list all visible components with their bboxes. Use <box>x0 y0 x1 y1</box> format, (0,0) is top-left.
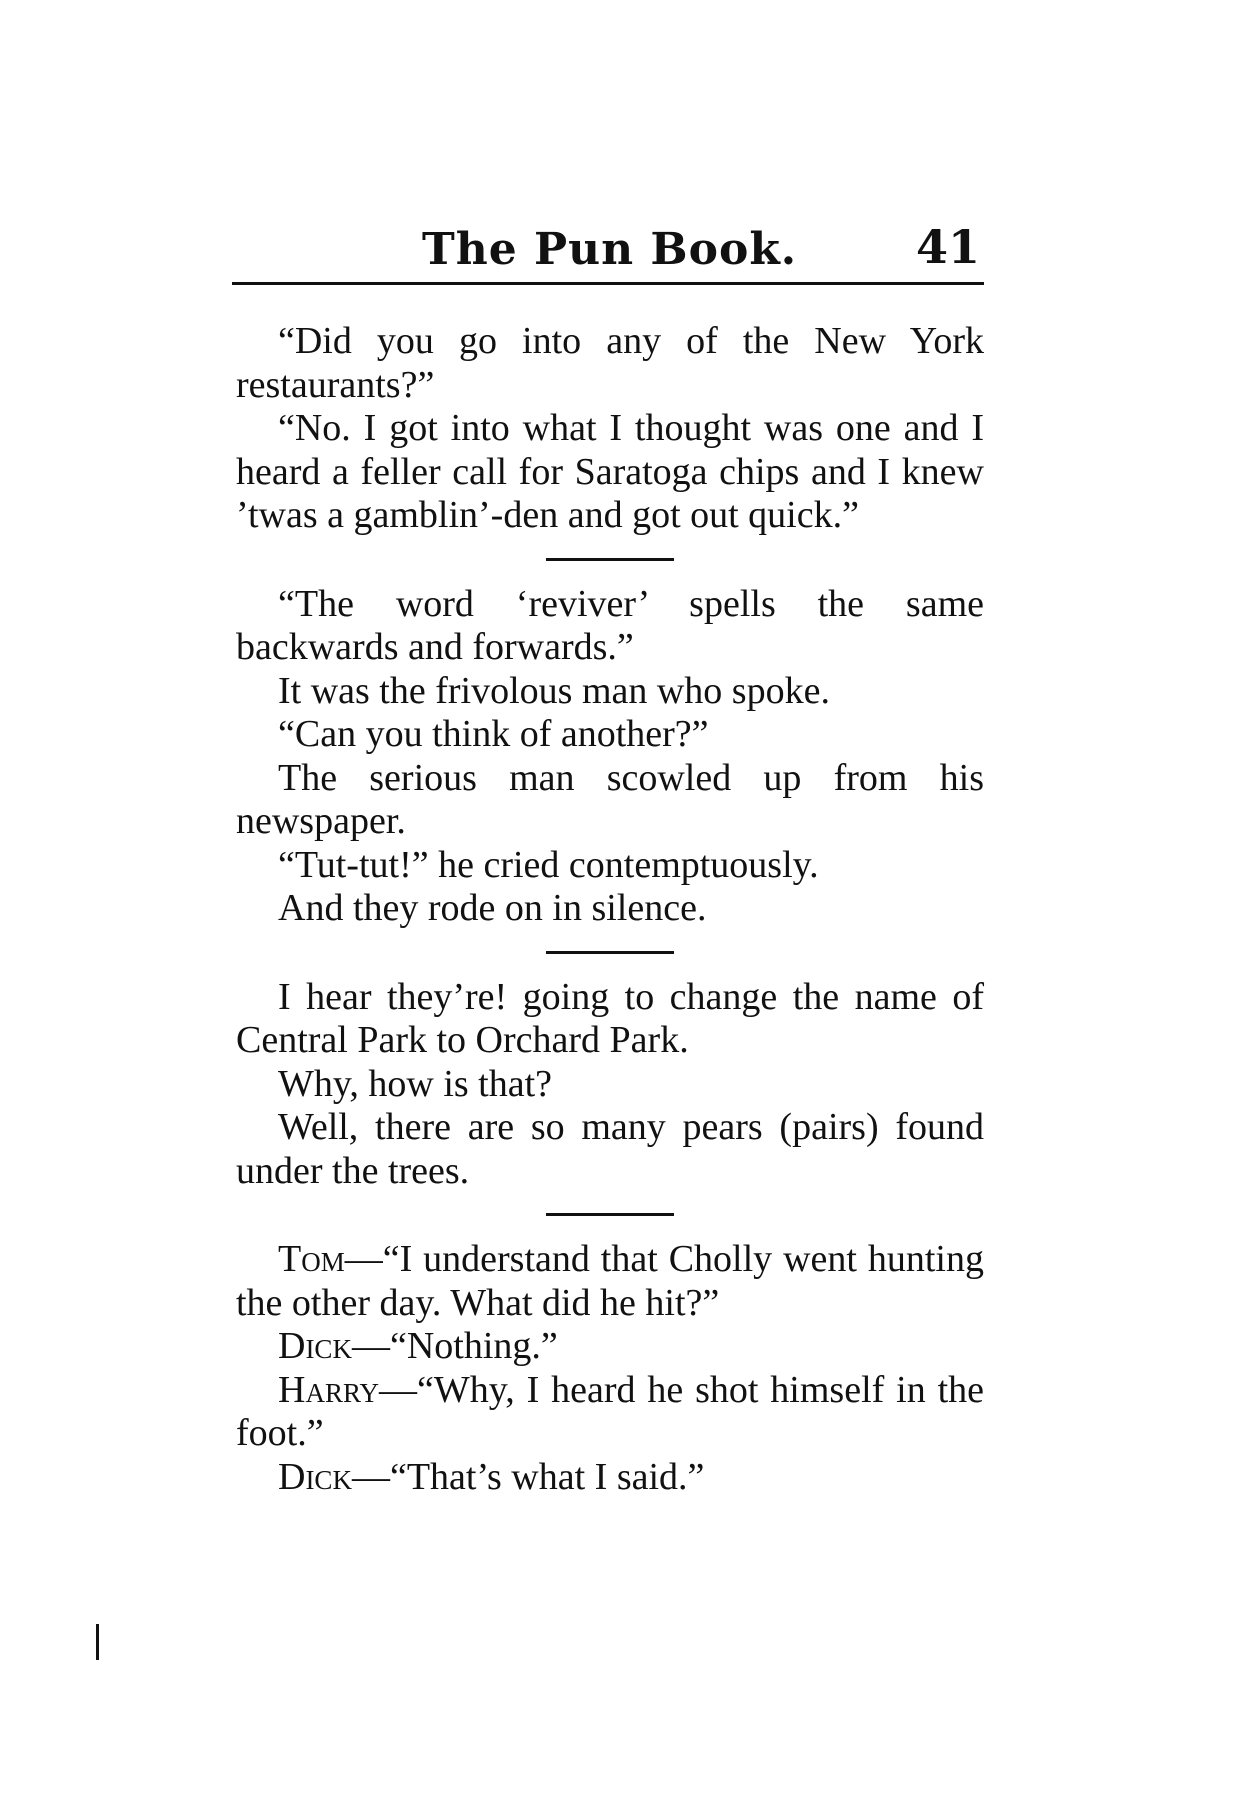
joke-orchard-park <box>236 976 984 1194</box>
paragraph: “Can you think of another?” <box>278 713 709 755</box>
dialogue-text: —“Nothing.” <box>351 1325 558 1367</box>
dialogue-line <box>236 1369 984 1456</box>
joke-reviver <box>236 583 984 931</box>
paragraph: The serious man scowled up from his newspaper. <box>236 756 984 842</box>
dialogue-text: —“Why, I heard he shot himself in the foot.” <box>236 1368 984 1454</box>
joke-restaurants <box>236 320 984 538</box>
paragraph: It was the frivolous man who spoke. <box>278 669 830 712</box>
dialogue-line <box>236 1456 984 1500</box>
paragraph: “Did you go into any of the New York restaurants?” <box>236 320 984 406</box>
section-divider <box>546 1213 674 1216</box>
page-body <box>236 320 984 1499</box>
dialogue-line <box>236 1325 984 1369</box>
paragraph: I hear they’re! going to change the name of Central Park to Orchard Park. <box>236 975 984 1061</box>
paragraph: “The word ‘reviver’ spells the same backwards and forwards.” <box>236 582 984 668</box>
page-number: 41 <box>915 220 980 274</box>
running-title: The Pun Book. <box>422 224 798 275</box>
section-divider <box>546 951 674 954</box>
dialogue-line <box>236 1238 984 1325</box>
joke-hunting <box>236 1238 984 1499</box>
paragraph: “No. I got into what I thought was one and I heard a feller call for Saratoga chips and I knew ’twas a gamblin’-den and got out quick.” <box>236 407 984 536</box>
margin-mark <box>96 1624 99 1660</box>
paragraph: Well, there are so many pears (pairs) found under the trees. <box>236 1106 984 1192</box>
dialogue-text: —“That’s what I said.” <box>351 1455 705 1498</box>
section-divider <box>546 558 674 561</box>
paragraph: And they rode on in silence. <box>278 887 707 929</box>
speaker-name: Dick <box>278 1455 352 1498</box>
paragraph: “Tut-tut!” he cried contemptuously. <box>278 843 819 886</box>
running-header <box>232 220 984 285</box>
dialogue-text: —“I understand that Cholly went hunting the other day. What did he hit?” <box>236 1238 984 1324</box>
speaker-name: Harry <box>278 1368 379 1411</box>
speaker-name: Dick <box>278 1325 352 1367</box>
speaker-name: Tom <box>278 1238 345 1280</box>
paragraph: Why, how is that? <box>278 1062 553 1105</box>
